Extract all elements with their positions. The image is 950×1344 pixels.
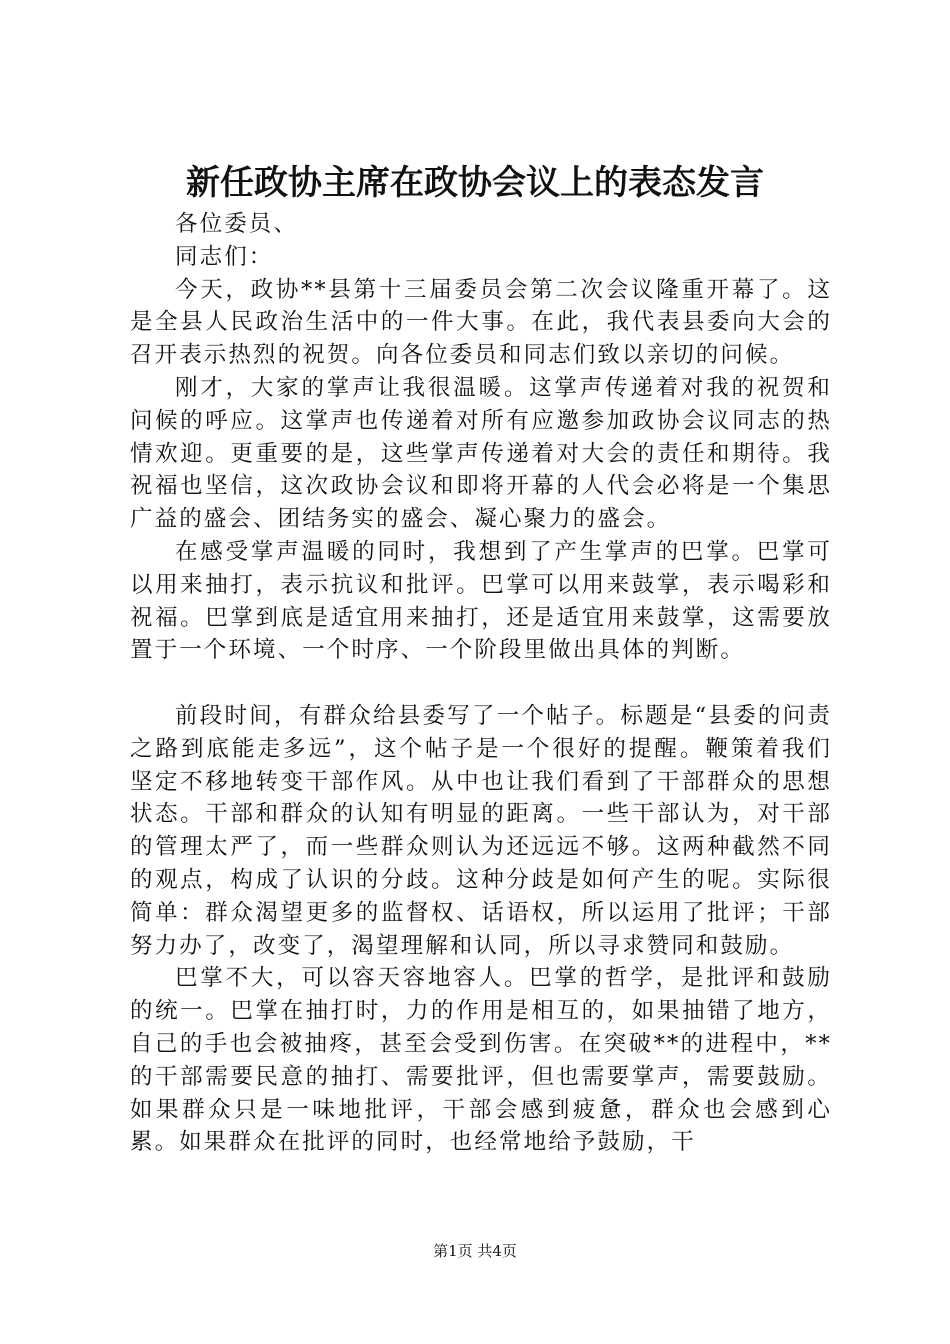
paragraph-5: 巴掌不大，可以容天容地容人。巴掌的哲学，是批评和鼓励的统一。巴掌在抽打时，力的作用是相互的，如果抽错了地方，自己的手也会被抽疼，甚至会受到伤害。在突破**的进程中，**的干部需要民意的抽打、需要批评，但也需要掌声，需要鼓励。如果群众只是一味地批评，干部会感到疲惫，群众也会感到心累。如果群众在批评的同时，也经常地给予鼓励，干: [130, 965, 832, 1156]
page-number-footer: 第1页 共4页: [433, 1242, 517, 1260]
paragraph-2: 刚才，大家的掌声让我很温暖。这掌声传递着对我的祝贺和问候的呼应。这掌声也传递着对所有应邀参加政协会议同志的热情欢迎。更重要的是，这些掌声传递着对大会的责任和期待。我祝福也坚信，这次政协会议和即将开幕的人代会必将是一个集思广益的盛会、团结务实的盛会、凝心聚力的盛会。: [130, 374, 832, 533]
document-body: [130, 208, 832, 1159]
paragraph-4: 前段时间，有群众给县委写了一个帖子。标题是“县委的问责之路到底能走多远”，这个帖子是一个很好的提醒。鞭策着我们坚定不移地转变干部作风。从中也让我们看到了干部群众的思想状态。干部和群众的认知有明显的距离。一些干部认为，对干部的管理太严了，而一些群众则认为还远远不够。这两种截然不同的观点，构成了认识的分歧。这种分歧是如何产生的呢。实际很简单：群众渴望更多的监督权、话语权，所以运用了批评；干部努力办了，改变了，渴望理解和认同，所以寻求赞同和鼓励。: [130, 702, 832, 959]
salutation-line-2: 同志们：: [175, 243, 274, 270]
paragraph-3: 在感受掌声温暖的同时，我想到了产生掌声的巴掌。巴掌可以用来抽打，表示抗议和批评。巴掌可以用来鼓掌，表示喝彩和祝福。巴掌到底是适宜用来抽打，还是适宜用来鼓掌，这需要放置于一个环境、一个时序、一个阶段里做出具体的判断。: [130, 538, 832, 664]
salutation-line-1: 各位委员、: [175, 211, 299, 237]
paragraph-1: 今天，政协**县第十三届委员会第二次会议隆重开幕了。这是全县人民政治生活中的一件大事。在此，我代表县委向大会的召开表示热烈的祝贺。向各位委员和同志们致以亲切的问候。: [130, 276, 832, 369]
document-title: 新任政协主席在政协会议上的表态发言: [186, 163, 764, 203]
paragraph-gap: [130, 667, 832, 700]
